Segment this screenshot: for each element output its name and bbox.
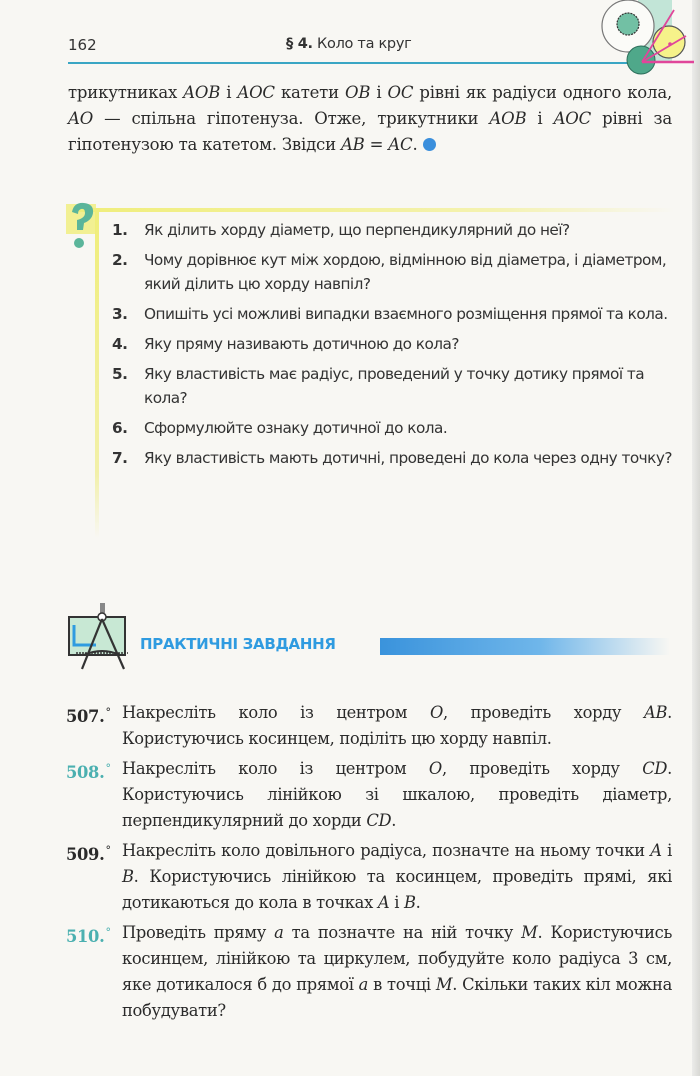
review-questions-list	[112, 218, 677, 476]
exercise-510: 510.° Проведіть пряму a та позначте на ній точку M. Користуючись косинцем, лінійкою та циркулем, побудуйте коло радіуса 3 см, яке дотикалося б до прямої a в точці M. Скільки таких кіл можна побудувати?	[66, 920, 672, 1024]
question-mark-icon	[66, 200, 98, 252]
section-name: Коло та круг	[312, 36, 412, 52]
header-rule	[68, 62, 628, 64]
heading-gradient-bar	[380, 638, 670, 655]
exercise-number: 510.°	[66, 926, 111, 946]
section-prefix: § 4.	[286, 36, 313, 52]
circles-decoration-icon	[580, 0, 700, 90]
exercises-list	[66, 700, 672, 1028]
question-item: 7. Яку властивість мають дотичні, проведені до кола через одну точку?	[112, 449, 672, 467]
question-item: 6. Сформулюйте ознаку дотичної до кола.	[112, 419, 448, 437]
exercise-number: 508.°	[66, 762, 111, 782]
question-item: 1. Як ділить хорду діаметр, що перпендикулярний до неї?	[112, 221, 570, 239]
compass-drawing-board-icon	[66, 603, 146, 675]
exercise-number: 507.°	[66, 706, 111, 726]
question-item: 5. Яку властивість має радіус, проведений у точку дотику прямої та кола?	[112, 365, 645, 407]
questions-frame-left	[95, 208, 99, 538]
question-item: 2. Чому дорівнює кут між хордою, відмінною від діаметра, і діаметром, який ділить цю хорду навпіл?	[112, 251, 667, 293]
questions-frame-top	[74, 208, 674, 212]
exercise-508: 508.° Накресліть коло із центром O, проведіть хорду CD. Користуючись лінійкою зі шкалою, проведіть діаметр, перпендикулярний до хорди CD.	[66, 756, 672, 834]
section-title	[286, 36, 411, 52]
page-edge	[692, 0, 700, 1076]
exercise-509: 509.° Накресліть коло довільного радіуса, позначте на ньому точки A і B. Користуючись лінійкою та косинцем, проведіть прямі, які дотикаються до кола в точках A і B.	[66, 838, 672, 916]
proof-paragraph: трикутниках AOB і AOC катети OB і OC рівні як радіуси одного кола, AO — спільна гіпотенуза. Отже, трикутники AOB і AOC рівні за гіпотенузою та катетом. Звідси AB = AC.	[68, 83, 673, 154]
blue-dot-icon	[423, 138, 436, 151]
exercise-number: 509.°	[66, 844, 111, 864]
question-item: 3. Опишіть усі можливі випадки взаємного розміщення прямої та кола.	[112, 305, 668, 323]
exercise-507: 507.° Накресліть коло із центром O, проведіть хорду AB. Користуючись косинцем, поділіть цю хорду навпіл.	[66, 700, 672, 752]
question-item: 4. Яку пряму називають дотичною до кола?	[112, 335, 459, 353]
practical-tasks-heading: ПРАКТИЧНІ ЗАВДАННЯ	[140, 635, 336, 653]
page-number: 162	[68, 36, 97, 54]
